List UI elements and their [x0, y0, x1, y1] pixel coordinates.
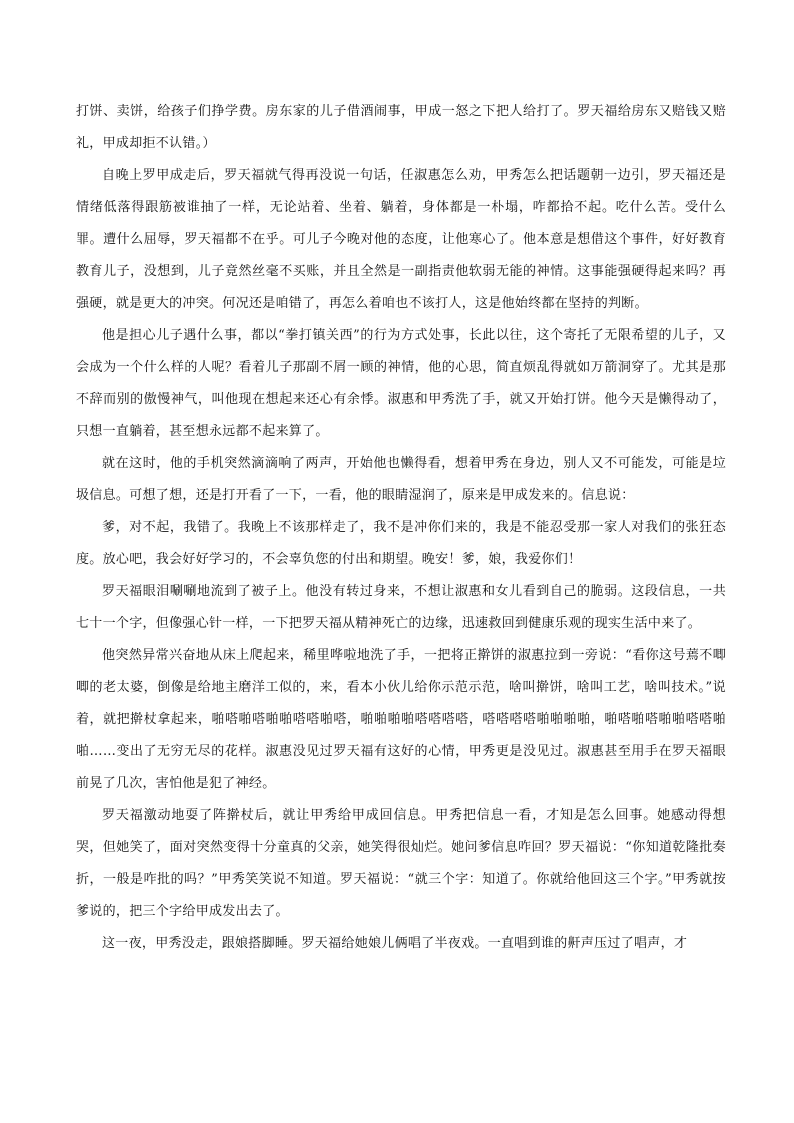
paragraph-9: 这一夜，甲秀没走，跟娘搭脚睡。罗天福给她娘儿俩唱了半夜戏。一直唱到谁的鼾声压过了唱声，才	[102, 936, 688, 951]
paragraph-4: 就在这时，他的手机突然滴滴响了两声，开始他也懒得看，想着甲秀在身边，别人又不可能发，可能是垃圾信息。可想了想，还是打开看了一下，一看，他的眼睛湿润了，原来是甲成发来的。信息说：	[76, 456, 726, 503]
paragraph-7: 他突然异常兴奋地从床上爬起来，稀里哗啦地洗了手，一把将正擀饼的淑惠拉到一旁说：“看你这号蔫不唧唧的老太婆，倒像是给地主磨洋工似的，来，看本小伙儿给你示范示范，啥叫擀饼，啥叫工艺，啥叫技术。”说着，就把擀杖拿起来，啪嗒啪嗒啪啪嗒嗒啪嗒，啪啪啪啪嗒嗒嗒嗒，嗒嗒嗒嗒啪啪啪啪，啪嗒啪嗒啪啪嗒嗒啪啪……变出了无穷无尽的花样。淑惠没见过罗天福有这好的心情，甲秀更是没见过。淑惠甚至用手在罗天福眼前晃了几次，害怕他是犯了神经。	[76, 648, 726, 791]
article-body	[76, 96, 726, 960]
paragraph-3: 他是担心儿子遇什么事，都以“拳打镇关西”的行为方式处事，长此以往，这个寄托了无限希望的儿子，又会成为一个什么样的人呢？看着儿子那副不屑一顾的神情，他的心思，简直烦乱得就如万箭洞穿了。尤其是那不辞而别的傲慢神气，叫他现在想起来还心有余悸。淑惠和甲秀洗了手，就又开始打饼。他今天是懒得动了，只想一直躺着，甚至想永远都不起来算了。	[76, 328, 726, 439]
paragraph-8: 罗天福激动地耍了阵擀杖后，就让甲秀给甲成回信息。甲秀把信息一看，才知是怎么回事。她感动得想哭，但她笑了，面对突然变得十分童真的父亲，她笑得很灿烂。她问爹信息咋回？罗天福说：“你知道乾隆批奏折，一般是咋批的吗？”甲秀笑笑说不知道。罗天福说：“就三个字：知道了。你就给他回这三个字。”甲秀就按爹说的，把三个字给甲成发出去了。	[76, 808, 726, 919]
paragraph-6: 罗天福眼泪唰唰地流到了被子上。他没有转过身来，不想让淑惠和女儿看到自己的脆弱。这段信息，一共七十一个字，但像强心针一样，一下把罗天福从精神死亡的边缘，迅速救回到健康乐观的现实生活中来了。	[76, 584, 726, 631]
paragraph-5-message: 爹，对不起，我错了。我晚上不该那样走了，我不是冲你们来的，我是不能忍受那一家人对我们的张狂态度。放心吧，我会好好学习的，不会辜负您的付出和期望。晚安！爹，娘，我爱你们！	[76, 520, 726, 567]
paragraph-2: 自晚上罗甲成走后，罗天福就气得再没说一句话，任淑惠怎么劝，甲秀怎么把话题朝一边引，罗天福还是情绪低落得跟筋被谁抽了一样，无论站着、坐着、躺着，身体都是一朴塌，咋都拾不起。吃什么苦。受什么罪。遭什么屈辱，罗天福都不在乎。可儿子今晚对他的态度，让他寒心了。他本意是想借这个事件，好好教育教育儿子，没想到，儿子竟然丝毫不买账，并且全然是一副指责他软弱无能的神情。这事能强硬得起来吗？再强硬，就是更大的冲突。何况还是咱错了，再怎么着咱也不该打人，这是他始终都在坚持的判断。	[76, 168, 726, 311]
paragraph-1: 打饼、卖饼，给孩子们挣学费。房东家的儿子借酒闹事，甲成一怒之下把人给打了。罗天福给房东又赔钱又赔礼，甲成却拒不认错。）	[76, 104, 726, 151]
